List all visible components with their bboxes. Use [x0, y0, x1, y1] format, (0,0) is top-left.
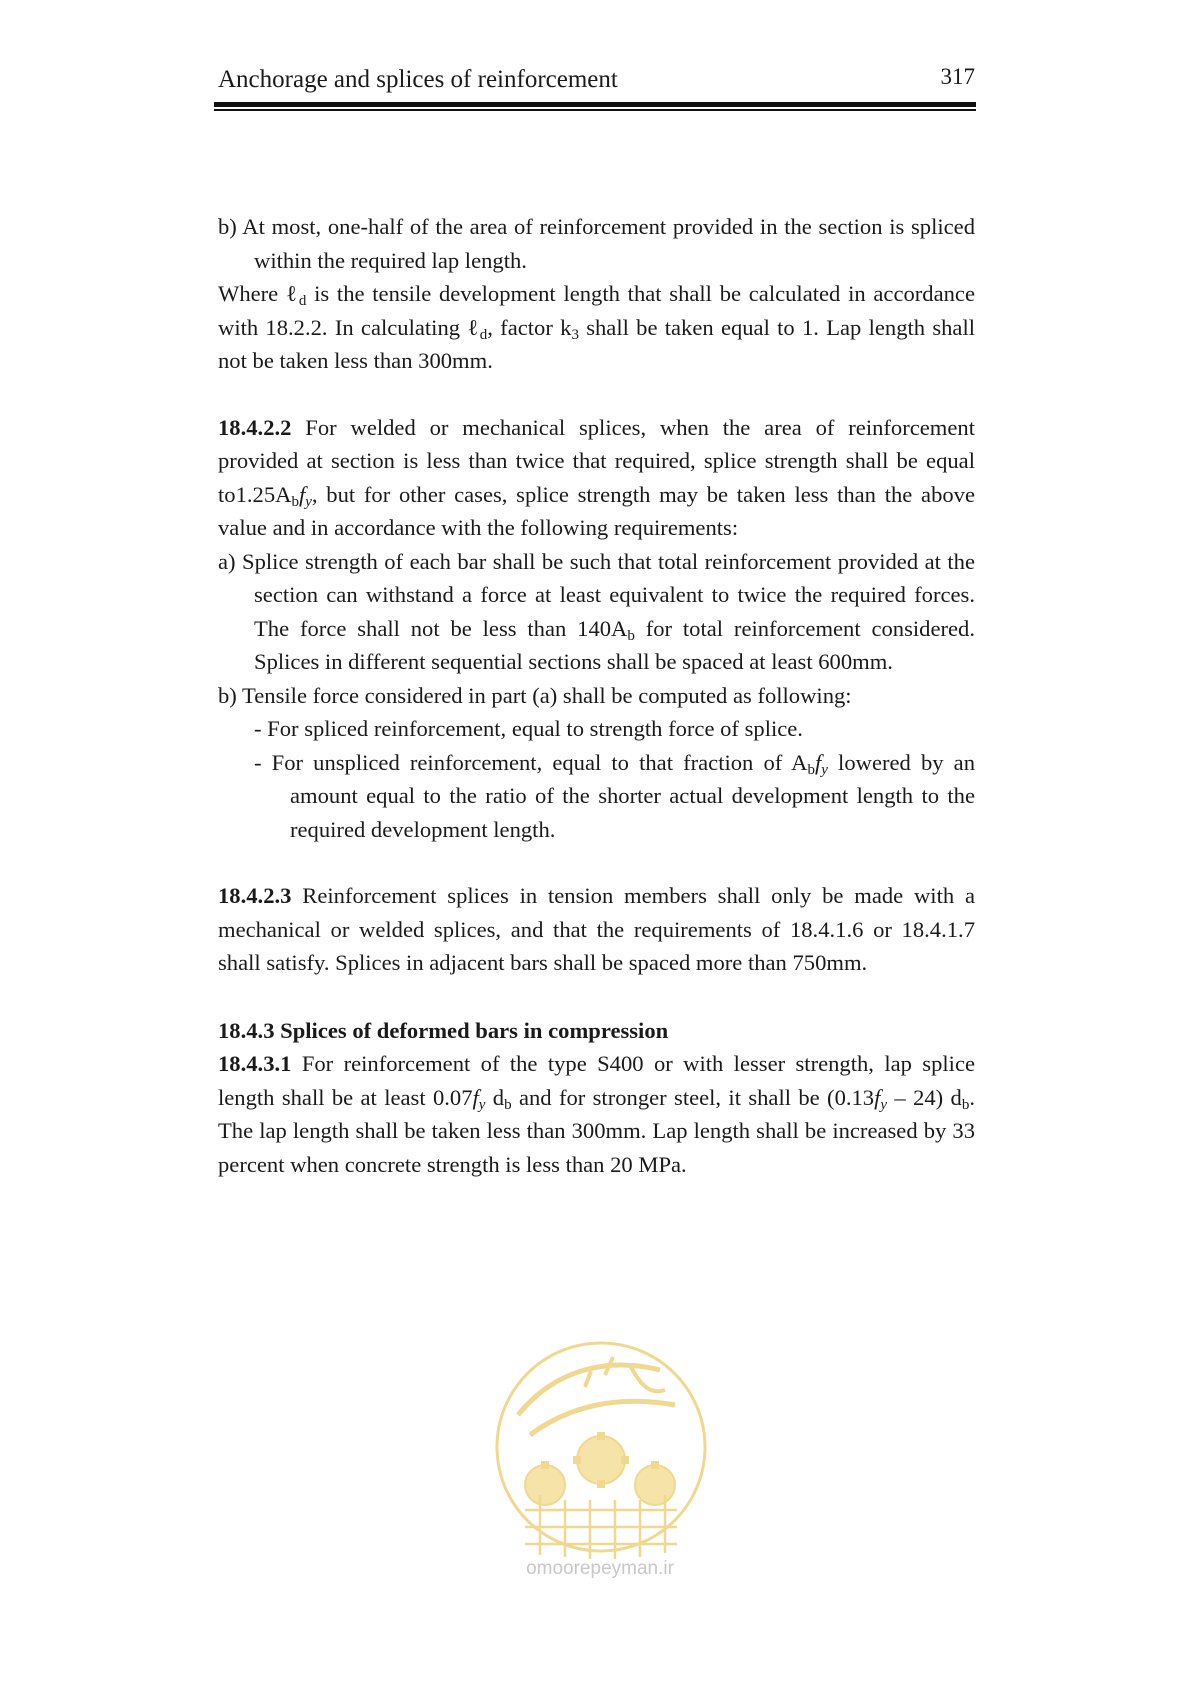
where-paragraph: Where ℓ$_d$ is the tensile development length that shall be calculated in accordance with 18.2.2. In calculating ℓ$_d$, factor $k_3$ shall be taken equal to 1. Lap length shall not be taken less than 300mm.	[218, 281, 976, 373]
page-header	[218, 62, 975, 102]
watermark-logo-icon	[490, 1335, 712, 1565]
watermark-caption: omoorepeyman.ir	[526, 1558, 674, 1579]
section-18-4-2-2: 18.4.2.2 For welded or mechanical splices, when the area of reinforcement provided at section is less than twice that required, splice strength shall be equal $to1.25A_bf_y$, but for other cases, splice strength may be taken less than the above value and in accordance with the following requirements:	[218, 414, 975, 540]
section-18-4-3-1: 18.4.3.1 For reinforcement of the type S400 or with lesser strength, lap splice length shall be at least $0.07f_y$ $d_b$ and for stronger steel, it shall be $(0.13f_y - 24)$ $d_b$. The lap length shall be taken less than 300mm. Lap length shall be increased by 33 percent when concrete strength is less than 20 MPa.	[218, 1051, 975, 1177]
page-body	[218, 210, 975, 1181]
item-b-lap: b) At most, one-half of the area of reinforcement provided in the section is spliced within the required lap length.	[218, 214, 975, 273]
item-b-tensile: b) Tensile force considered in part (a) shall be computed as following:	[218, 682, 852, 708]
dash-item-unspliced: - For unspliced reinforcement, equal to that fraction of $A_bf_y$ lowered by an amount equal to the ratio of the shorter actual development length to the required development length.	[254, 749, 975, 842]
section-number: 18.4.3.1	[218, 1051, 292, 1076]
header-rule-thick	[214, 102, 976, 107]
running-title: Anchorage and splices of reinforcement	[218, 66, 618, 93]
header-rule-thin	[214, 109, 976, 111]
page-number: 317	[940, 64, 975, 89]
dash-item-spliced: - For spliced reinforcement, equal to strength force of splice.	[254, 716, 803, 741]
heading-18-4-3: 18.4.3 Splices of deformed bars in compression	[218, 1017, 669, 1043]
section-number: 18.4.2.3	[218, 883, 292, 908]
section-number: 18.4.2.2	[218, 414, 292, 440]
item-a: a) Splice strength of each bar shall be such that total reinforcement provided at the section can withstand a force at least equivalent to twice the required forces. The force shall not be less than $140A_b$ for total reinforcement considered. Splices in different sequential sections shall be spaced at least 600mm.	[218, 548, 975, 674]
section-18-4-2-3: 18.4.2.3 Reinforcement splices in tension members shall only be made with a mechanical or welded splices, and that the requirements of 18.4.1.6 or 18.4.1.7 shall satisfy. Splices in adjacent bars shall be spaced more than 750mm.	[218, 883, 975, 975]
